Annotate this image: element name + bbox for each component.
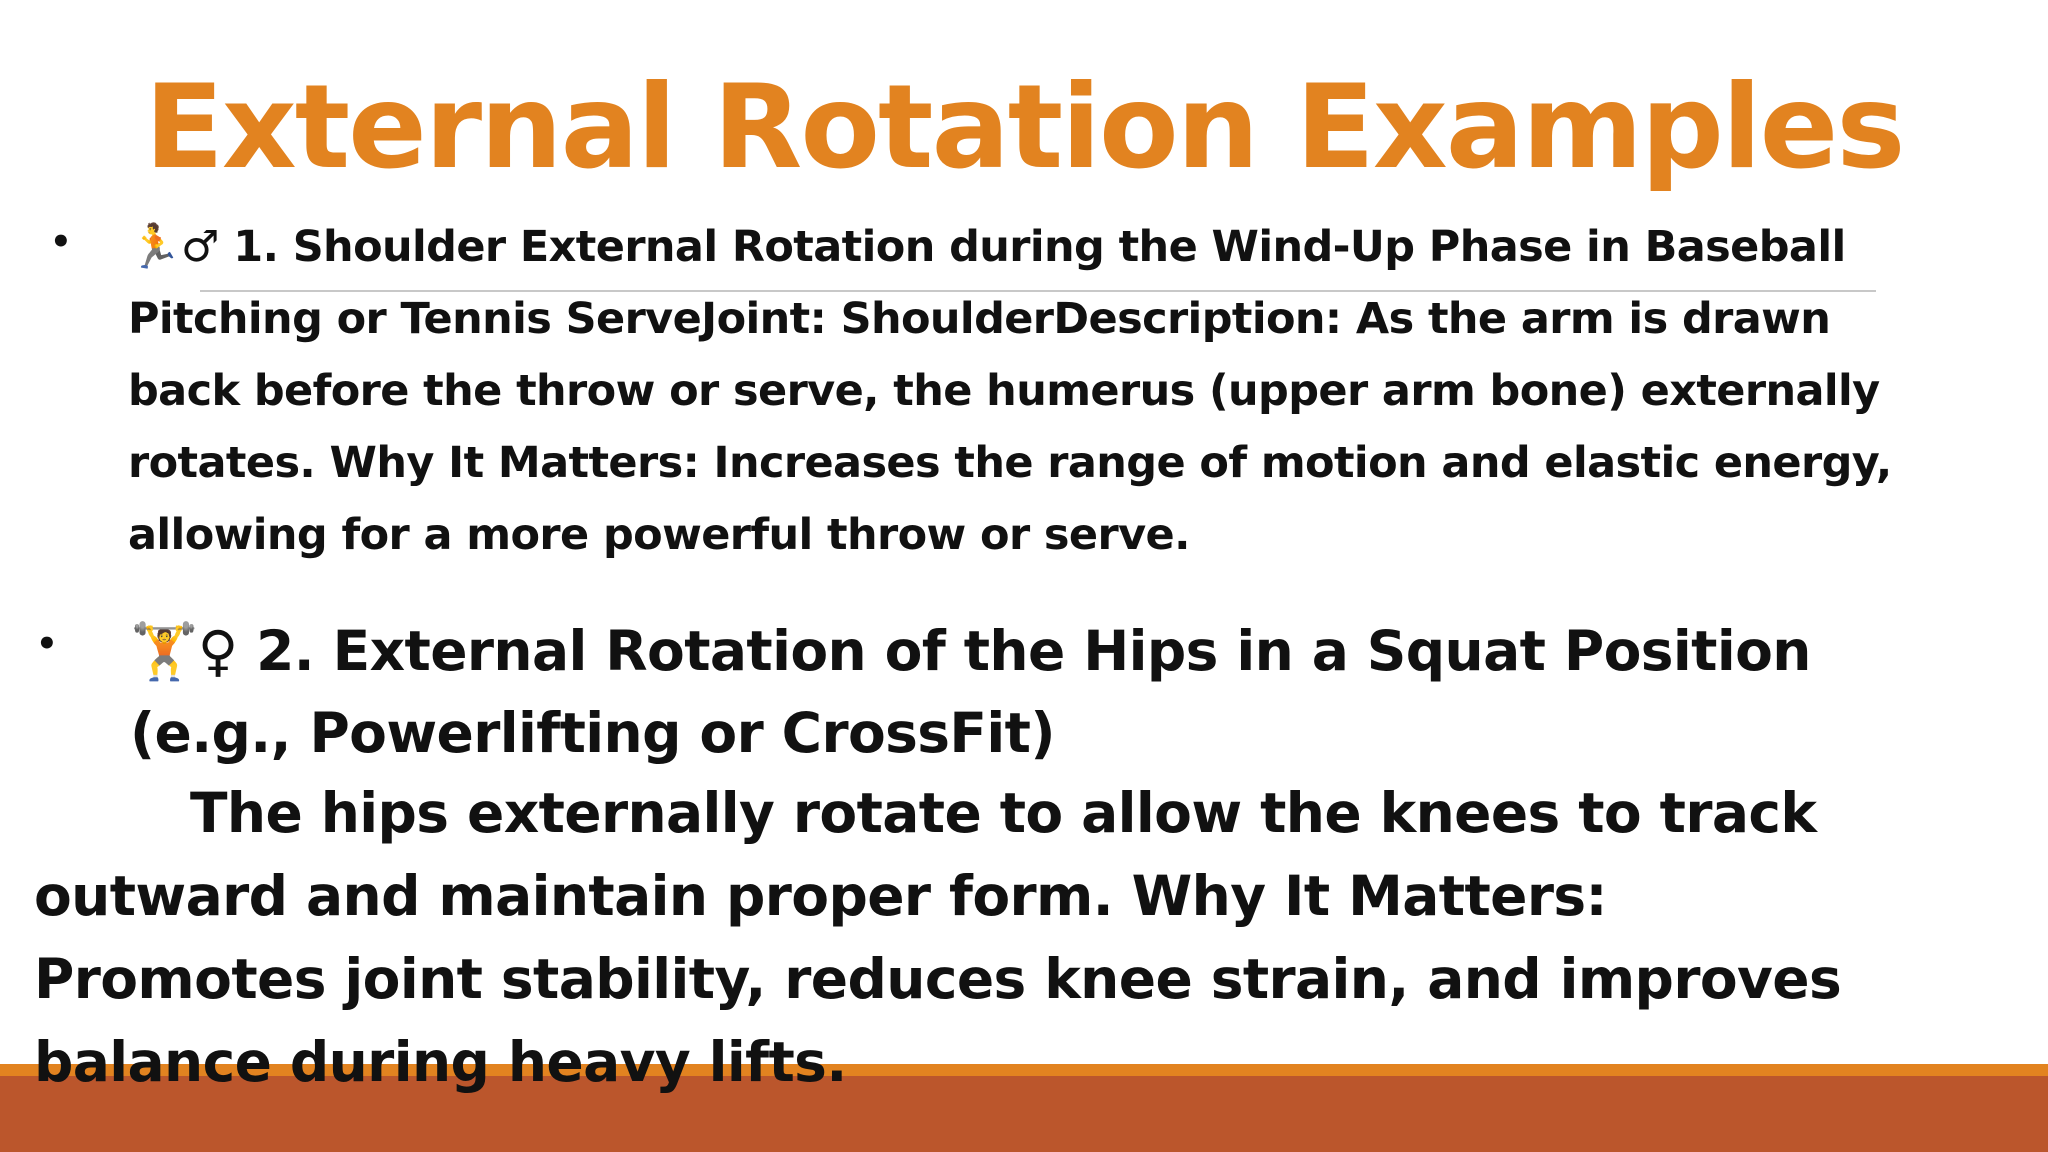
weightlifter-female-icon: 🏋♀: [130, 619, 238, 683]
bullet-2-heading: 2. External Rotation of the Hips in a Squat Position (e.g., Powerlifting or CrossFit): [130, 619, 1811, 765]
bullet-1-text: 1. Shoulder External Rotation during the Wind-Up Phase in Baseball Pitching or Tennis ServeJoint: ShoulderDescription: As the arm is drawn back before the throw or serve, the humerus (upper arm bone) externally rotates. Why It Matters: Increases the range of motion and elastic energy, allowing for a more powerful throw or serve.: [128, 222, 1892, 560]
bullet-2-heading-block: [130, 610, 1910, 774]
bullet-marker: •: [50, 222, 72, 262]
bullet-2-body: The hips externally rotate to allow the knees to track outward and maintain proper form. Why It Matters: Promotes joint stability, reduces knee strain, and improves balance during heavy lifts.: [34, 781, 1842, 1094]
bullet-marker: •: [36, 624, 58, 664]
slide-title: External Rotation Examples: [144, 60, 1904, 195]
bullet-1: [128, 211, 1908, 571]
pitcher-male-icon: 🏃♂: [128, 222, 219, 272]
